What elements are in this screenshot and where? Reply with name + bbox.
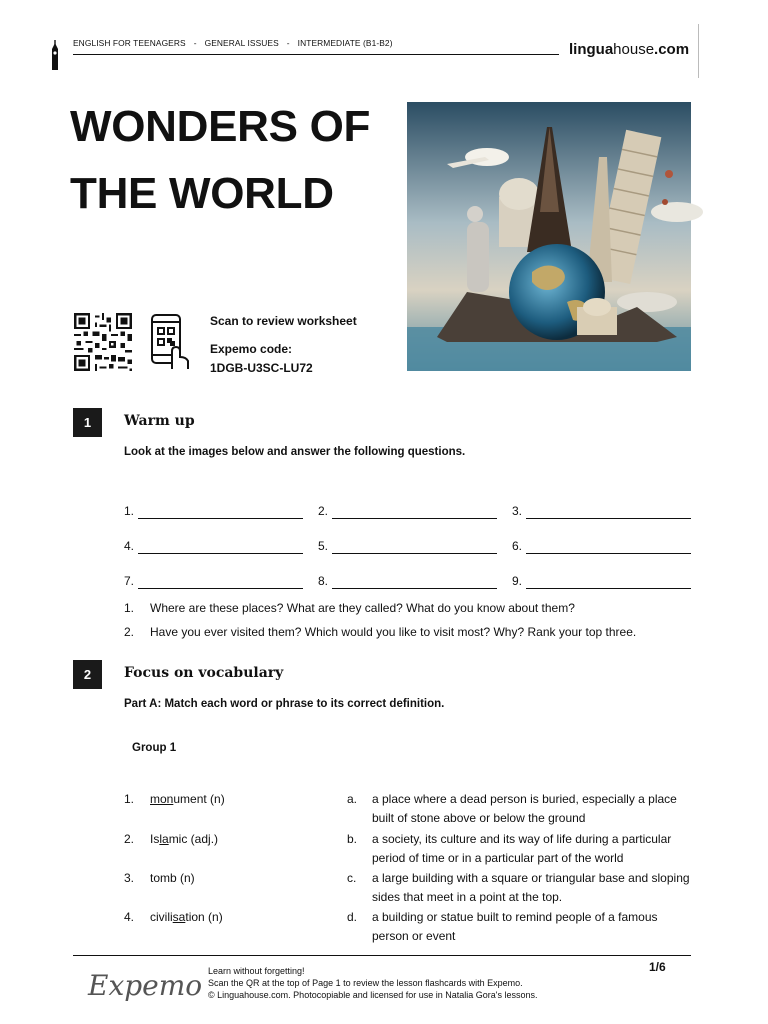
answer-blank[interactable]: 5. <box>318 539 328 553</box>
vocab-word-2: 2. Islamic (adj.) <box>124 832 219 846</box>
section-title-vocabulary: Focus on vocabulary <box>124 665 284 681</box>
list-item: 2. Have you ever visited them? Which would you like to visit most? Why? Rank your top three. <box>124 625 637 639</box>
big-ben-icon <box>50 40 60 70</box>
page-title: WONDERS OF THE WORLD <box>70 102 371 218</box>
world-wonders-image <box>407 102 691 371</box>
warm-up-questions <box>124 596 636 644</box>
section-number-2: 2 <box>73 660 102 689</box>
vocab-word-1: 1. monument (n) <box>124 792 225 806</box>
phone-scan-icon <box>150 313 190 371</box>
group-label: Group 1 <box>132 742 177 754</box>
header-rule <box>73 54 559 55</box>
breadcrumb-course: ENGLISH FOR TEENAGERS <box>73 38 186 48</box>
breadcrumb-topic: GENERAL ISSUES <box>204 38 279 48</box>
section-number-1: 1 <box>73 408 102 437</box>
answer-blank[interactable]: 2. <box>318 504 328 518</box>
qr-code[interactable] <box>73 313 133 371</box>
definition-c: c. a large building with a square or triangular base and sloping sides that meet in a point at the top. <box>347 871 690 904</box>
warm-up-instruction: Look at the images below and answer the following questions. <box>124 446 466 458</box>
expemo-code-label: Expemo code: <box>210 342 293 356</box>
answer-blank[interactable]: 6. <box>512 539 522 553</box>
vocab-word-4: 4. civilisation (n) <box>124 910 223 924</box>
definition-d: d. a building or statue built to remind people of a famous person or event <box>347 910 658 943</box>
expemo-code: 1DGB-U3SC-LU72 <box>210 361 313 375</box>
page-number: 1/6 <box>649 960 666 974</box>
footer-text: Learn without forgetting! Scan the QR at the top of Page 1 to review the lesson flashcards with Expemo. © Linguahouse.com. Photocopiable and licensed for use in Natalia Gora's lessons. <box>208 966 538 1000</box>
scan-label: Scan to review worksheet <box>210 314 357 328</box>
footer-rule <box>73 955 691 956</box>
answer-blank[interactable]: 4. <box>124 539 134 553</box>
linguahouse-logo[interactable]: linguahouse.com <box>569 41 690 58</box>
breadcrumb: ENGLISH FOR TEENAGERS - GENERAL ISSUES - INTERMEDIATE (B1-B2) <box>73 38 393 48</box>
answer-blank[interactable]: 9. <box>512 574 522 588</box>
definition-a: a. a place where a dead person is buried, especially a place built of stone above or below the ground <box>347 792 677 825</box>
page-header <box>50 28 700 76</box>
scan-info <box>210 312 357 378</box>
vocab-word-3: 3. tomb (n) <box>124 871 195 885</box>
breadcrumb-level: INTERMEDIATE (B1-B2) <box>297 38 393 48</box>
answer-blank[interactable]: 8. <box>318 574 328 588</box>
section-title-warm-up: Warm up <box>124 413 195 429</box>
definition-b: b. a society, its culture and its way of life during a particular period of time or in a particular part of the world <box>347 832 672 865</box>
vocabulary-instruction: Part A: Match each word or phrase to its correct definition. <box>124 698 445 710</box>
expemo-logo[interactable] <box>88 963 203 1007</box>
answer-blank[interactable]: 7. <box>124 574 134 588</box>
answer-blank[interactable]: 3. <box>512 504 522 518</box>
answer-blank[interactable]: 1. <box>124 504 134 518</box>
header-divider <box>698 24 699 78</box>
svg-text:Expemo: Expemo <box>88 969 203 1002</box>
list-item: 1. Where are these places? What are they called? What do you know about them? <box>124 601 575 615</box>
